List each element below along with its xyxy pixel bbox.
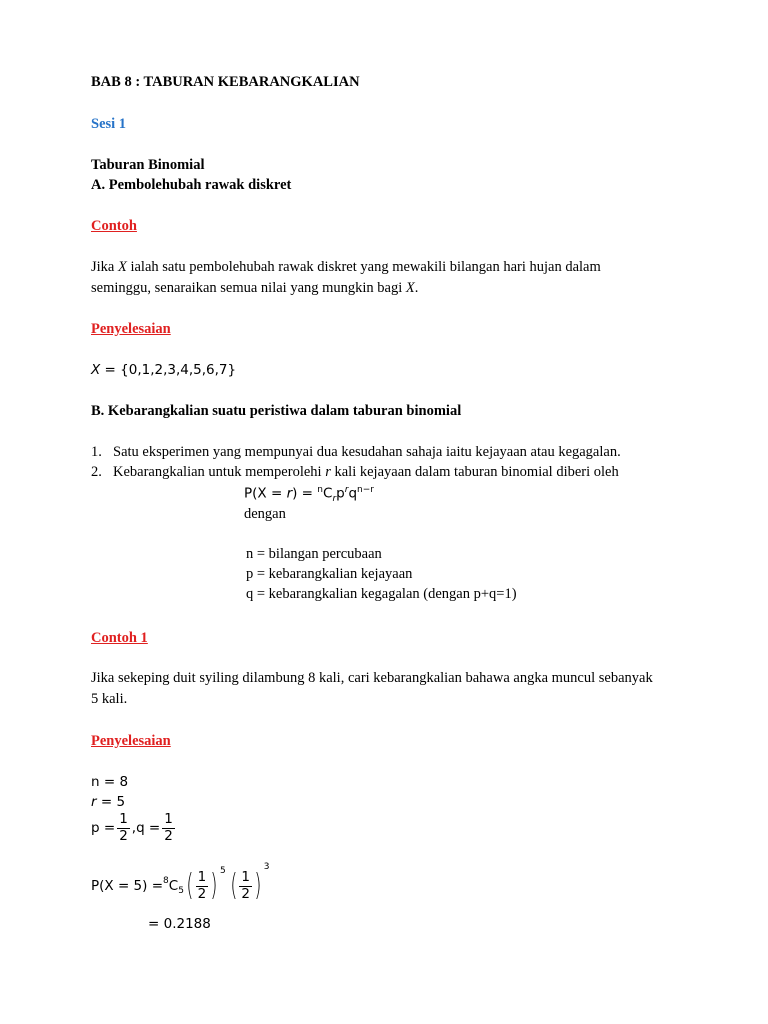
list-item-text bbox=[113, 464, 619, 481]
definition-p: p = kebarangkalian kejayaan bbox=[246, 566, 413, 582]
fraction-denominator: 2 bbox=[164, 827, 173, 844]
formula-part: C bbox=[168, 878, 179, 895]
contoh1-line-1: Jika sekeping duit syiling dilambung 8 kali, cari kebarangkalian bahawa angka muncul sebanyak bbox=[91, 670, 653, 686]
formula-part: P(X = bbox=[244, 485, 287, 502]
formula-part: C bbox=[323, 485, 333, 502]
set-values: = {0,1,2,3,4,5,6,7} bbox=[100, 362, 237, 378]
list-item bbox=[91, 444, 102, 461]
subtitle: Taburan Binomial bbox=[91, 157, 205, 173]
list-number: 2. bbox=[91, 464, 102, 480]
formula-part: r bbox=[91, 794, 97, 810]
open-paren: ( bbox=[186, 868, 194, 904]
fraction-denominator: 2 bbox=[241, 885, 250, 902]
example-text: Jika bbox=[91, 259, 118, 275]
binomial-formula bbox=[244, 485, 374, 504]
penyelesaian-label: Penyelesaian bbox=[91, 321, 171, 337]
formula-part: r bbox=[344, 485, 349, 495]
solution-r bbox=[91, 794, 125, 810]
penyelesaian2-label: Penyelesaian bbox=[91, 733, 171, 749]
session-label: Sesi 1 bbox=[91, 116, 127, 132]
formula-part: p bbox=[336, 485, 345, 502]
definition-q: q = kebarangkalian kegagalan (dengan p+q=1) bbox=[246, 586, 517, 602]
text: Kebarangkalian untuk memperolehi bbox=[113, 464, 326, 480]
fraction bbox=[239, 870, 252, 902]
section-b-heading: B. Kebarangkalian suatu peristiwa dalam taburan binomial bbox=[91, 403, 462, 419]
fraction-numerator: 1 bbox=[241, 869, 250, 885]
formula-part: r bbox=[332, 494, 337, 505]
definition-n: n = bilangan percubaan bbox=[246, 546, 382, 562]
solution-result: = 0.2188 bbox=[148, 916, 211, 932]
fraction-denominator: 2 bbox=[119, 827, 128, 844]
exponent: 3 bbox=[263, 862, 270, 872]
example-line-1 bbox=[91, 259, 601, 276]
formula-part: = 5 bbox=[96, 794, 126, 810]
fraction-numerator: 1 bbox=[119, 811, 128, 827]
contoh1-label: Contoh 1 bbox=[91, 630, 148, 646]
close-paren: ) bbox=[254, 868, 262, 904]
fraction bbox=[162, 812, 175, 844]
formula-part: p = bbox=[91, 820, 116, 837]
list-item-text: Satu eksperimen yang mempunyai dua kesudahan sahaja iaitu kejayaan atau kegagalan. bbox=[113, 444, 621, 460]
solution-pq bbox=[91, 812, 177, 844]
formula-part: n−r bbox=[357, 485, 374, 495]
contoh-label: Contoh bbox=[91, 218, 137, 234]
formula-part: n bbox=[317, 485, 324, 495]
list-item bbox=[91, 464, 102, 481]
example-text: ialah satu pembolehubah rawak diskret yang mewakili bilangan hari hujan dalam bbox=[126, 259, 601, 275]
example-line-2 bbox=[91, 280, 418, 297]
example-variable: X bbox=[117, 259, 127, 275]
variable: r bbox=[325, 464, 331, 480]
text: kali kejayaan dalam taburan binomial diberi oleh bbox=[330, 464, 619, 480]
exponent: 5 bbox=[219, 866, 226, 876]
fraction bbox=[196, 870, 209, 902]
fraction bbox=[117, 812, 130, 844]
formula-part: 8 bbox=[163, 876, 169, 886]
example-text: seminggu, senaraikan semua nilai yang mungkin bagi bbox=[91, 280, 406, 296]
solution-n: n = 8 bbox=[91, 774, 129, 790]
fraction-numerator: 1 bbox=[164, 811, 173, 827]
chapter-title: BAB 8 : TABURAN KEBARANGKALIAN bbox=[91, 74, 360, 90]
dengan-text: dengan bbox=[244, 506, 286, 522]
fraction-denominator: 2 bbox=[197, 885, 207, 902]
formula-part: ,q = bbox=[131, 820, 161, 837]
example-variable: X bbox=[405, 280, 415, 296]
open-paren: ( bbox=[230, 868, 238, 904]
close-paren: ) bbox=[210, 868, 218, 904]
formula-part: 5 bbox=[178, 886, 184, 897]
contoh1-line-2: 5 kali. bbox=[91, 691, 128, 707]
set-equation bbox=[91, 362, 236, 378]
formula-part: P(X = 5) = bbox=[91, 878, 164, 895]
example-text: . bbox=[414, 280, 419, 296]
fraction-numerator: 1 bbox=[197, 869, 207, 885]
formula-part: ) = bbox=[292, 485, 318, 502]
section-a-heading: A. Pembolehubah rawak diskret bbox=[91, 177, 292, 193]
solution-probability bbox=[91, 862, 270, 904]
set-variable: X bbox=[91, 362, 101, 378]
formula-part: q bbox=[348, 485, 358, 502]
list-number: 1. bbox=[91, 444, 102, 460]
formula-part: r bbox=[286, 485, 293, 502]
